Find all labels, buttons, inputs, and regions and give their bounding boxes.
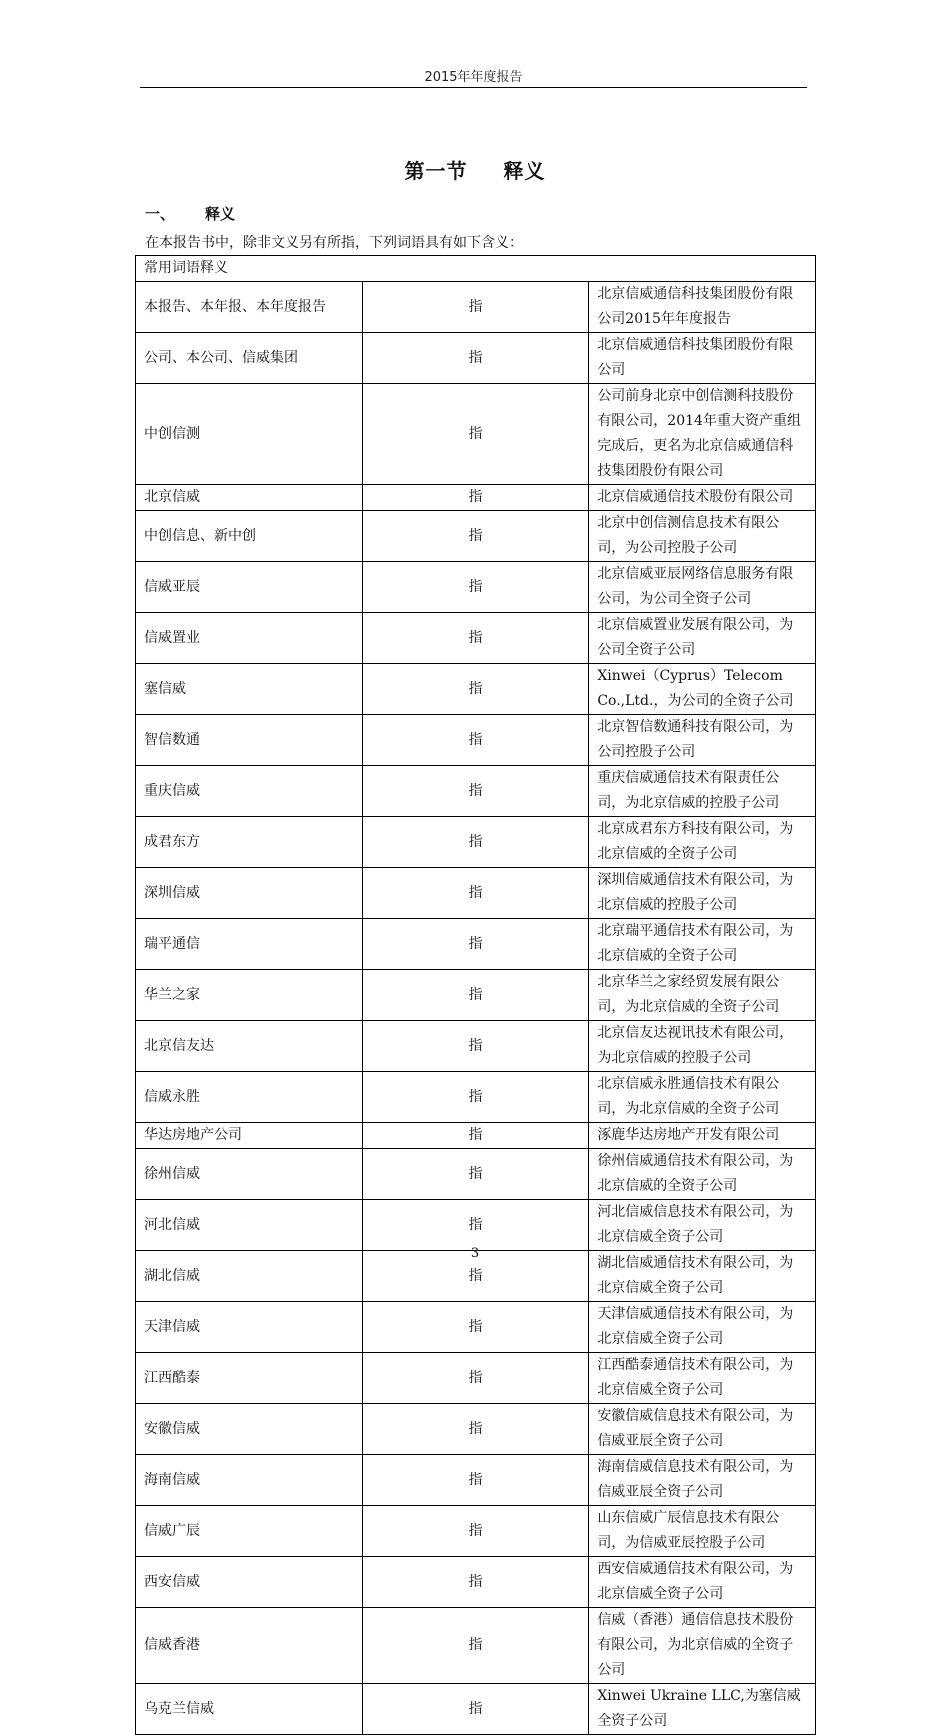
table-row: [136, 1608, 816, 1684]
header-rule: [140, 87, 807, 88]
table-row: [136, 384, 816, 485]
table-row: [136, 1557, 816, 1608]
table-row: [136, 333, 816, 384]
table-caption: 常用词语释义: [136, 256, 816, 282]
zhi-cell: 指: [362, 1021, 589, 1072]
definition-cell: 湖北信威通信技术有限公司，为北京信威全资子公司: [589, 1251, 816, 1302]
term-cell: 瑞平通信: [136, 919, 363, 970]
term-cell: 深圳信威: [136, 868, 363, 919]
term-cell: 北京信威: [136, 485, 363, 511]
table-row: [136, 1455, 816, 1506]
intro-paragraph: 在本报告书中，除非文义另有所指，下列词语具有如下含义：: [145, 235, 523, 251]
definition-cell: 重庆信威通信技术有限责任公司，为北京信威的控股子公司: [589, 766, 816, 817]
table-row: [136, 1200, 816, 1251]
table-row: [136, 715, 816, 766]
section-name: 释义: [503, 159, 546, 183]
definition-cell: 江西酷泰通信技术有限公司，为北京信威全资子公司: [589, 1353, 816, 1404]
zhi-cell: 指: [362, 1200, 589, 1251]
zhi-cell: 指: [362, 919, 589, 970]
term-cell: 中创信息、新中创: [136, 511, 363, 562]
term-cell: 成君东方: [136, 817, 363, 868]
definition-cell: 深圳信威通信技术有限公司，为北京信威的控股子公司: [589, 868, 816, 919]
section-title: [0, 155, 950, 184]
definition-cell: 北京信威永胜通信技术有限公司，为北京信威的全资子公司: [589, 1072, 816, 1123]
subsection-name: 释义: [205, 205, 236, 223]
table-row: [136, 485, 816, 511]
running-header: 2015年年度报告: [424, 70, 523, 85]
term-cell: 本报告、本年报、本年度报告: [136, 282, 363, 333]
term-cell: 北京信友达: [136, 1021, 363, 1072]
page-number: 3: [470, 1246, 480, 1261]
zhi-cell: 指: [362, 1149, 589, 1200]
table-row: [136, 1353, 816, 1404]
term-cell: 江西酷泰: [136, 1353, 363, 1404]
table-row: [136, 817, 816, 868]
zhi-cell: 指: [362, 1455, 589, 1506]
definition-cell: 北京华兰之家经贸发展有限公司，为北京信威的全资子公司: [589, 970, 816, 1021]
definition-cell: 北京信威置业发展有限公司，为公司全资子公司: [589, 613, 816, 664]
definition-cell: 北京信威通信科技集团股份有限公司: [589, 333, 816, 384]
definition-cell: 西安信威通信技术有限公司，为北京信威全资子公司: [589, 1557, 816, 1608]
table-row: [136, 613, 816, 664]
definition-cell: 北京中创信测信息技术有限公司，为公司控股子公司: [589, 511, 816, 562]
term-cell: 海南信威: [136, 1455, 363, 1506]
definition-cell: 北京信威通信技术股份有限公司: [589, 485, 816, 511]
term-cell: 华达房地产公司: [136, 1123, 363, 1149]
term-cell: 河北信威: [136, 1200, 363, 1251]
term-cell: 天津信威: [136, 1302, 363, 1353]
zhi-cell: 指: [362, 282, 589, 333]
zhi-cell: 指: [362, 1123, 589, 1149]
subsection-number: 一、: [145, 205, 176, 223]
table-row: [136, 511, 816, 562]
definition-cell: 北京成君东方科技有限公司，为北京信威的全资子公司: [589, 817, 816, 868]
zhi-cell: 指: [362, 384, 589, 485]
zhi-cell: 指: [362, 613, 589, 664]
definition-cell: 海南信威信息技术有限公司，为信威亚辰全资子公司: [589, 1455, 816, 1506]
definition-cell: 北京智信数通科技有限公司，为公司控股子公司: [589, 715, 816, 766]
zhi-cell: 指: [362, 715, 589, 766]
definition-cell: 天津信威通信技术有限公司，为北京信威全资子公司: [589, 1302, 816, 1353]
table-row: [136, 562, 816, 613]
definition-cell: 北京瑞平通信技术有限公司，为北京信威的全资子公司: [589, 919, 816, 970]
term-cell: 安徽信威: [136, 1404, 363, 1455]
definition-cell: Xinwei Ukraine LLC,为塞信威全资子公司: [589, 1684, 816, 1735]
term-cell: 中创信测: [136, 384, 363, 485]
zhi-cell: 指: [362, 511, 589, 562]
table-row: [136, 1072, 816, 1123]
term-cell: 华兰之家: [136, 970, 363, 1021]
zhi-cell: 指: [362, 766, 589, 817]
zhi-cell: 指: [362, 1302, 589, 1353]
table-row: [136, 282, 816, 333]
table-row: [136, 1149, 816, 1200]
term-cell: 湖北信威: [136, 1251, 363, 1302]
zhi-cell: 指: [362, 485, 589, 511]
table-row: [136, 766, 816, 817]
table-row: [136, 1404, 816, 1455]
zhi-cell: 指: [362, 664, 589, 715]
term-cell: 智信数通: [136, 715, 363, 766]
definition-cell: Xinwei（Cyprus）Telecom Co.,Ltd.，为公司的全资子公司: [589, 664, 816, 715]
definition-cell: 北京信友达视讯技术有限公司，为北京信威的控股子公司: [589, 1021, 816, 1072]
zhi-cell: 指: [362, 1608, 589, 1684]
zhi-cell: 指: [362, 817, 589, 868]
term-cell: 信威亚辰: [136, 562, 363, 613]
term-cell: 重庆信威: [136, 766, 363, 817]
definition-cell: 公司前身北京中创信测科技股份有限公司，2014年重大资产重组完成后，更名为北京信威通信科技集团股份有限公司: [589, 384, 816, 485]
table-row: [136, 970, 816, 1021]
term-cell: 信威永胜: [136, 1072, 363, 1123]
table-row: [136, 1123, 816, 1149]
table-row: [136, 1302, 816, 1353]
zhi-cell: 指: [362, 1072, 589, 1123]
definition-cell: 山东信威广辰信息技术有限公司，为信威亚辰控股子公司: [589, 1506, 816, 1557]
table-row: [136, 1506, 816, 1557]
term-cell: 公司、本公司、信威集团: [136, 333, 363, 384]
table-row: [136, 868, 816, 919]
term-cell: 信威置业: [136, 613, 363, 664]
zhi-cell: 指: [362, 970, 589, 1021]
term-cell: 塞信威: [136, 664, 363, 715]
zhi-cell: 指: [362, 1684, 589, 1735]
zhi-cell: 指: [362, 1353, 589, 1404]
definition-cell: 涿鹿华达房地产开发有限公司: [589, 1123, 816, 1149]
term-cell: 信威广辰: [136, 1506, 363, 1557]
definition-cell: 北京信威亚辰网络信息服务有限公司，为公司全资子公司: [589, 562, 816, 613]
term-cell: 西安信威: [136, 1557, 363, 1608]
zhi-cell: 指: [362, 333, 589, 384]
table-row: [136, 1021, 816, 1072]
table-row: [136, 919, 816, 970]
zhi-cell: 指: [362, 1557, 589, 1608]
zhi-cell: 指: [362, 1404, 589, 1455]
term-cell: 徐州信威: [136, 1149, 363, 1200]
definition-cell: 安徽信威信息技术有限公司，为信威亚辰全资子公司: [589, 1404, 816, 1455]
zhi-cell: 指: [362, 1506, 589, 1557]
term-cell: 信威香港: [136, 1608, 363, 1684]
subsection-heading: [145, 203, 235, 224]
glossary-table: [135, 255, 816, 1735]
table-caption-row: [136, 256, 816, 282]
zhi-cell: 指: [362, 868, 589, 919]
term-cell: 乌克兰信威: [136, 1684, 363, 1735]
zhi-cell: 指: [362, 1251, 589, 1302]
table-row: [136, 664, 816, 715]
definition-cell: 信威（香港）通信信息技术股份有限公司，为北京信威的全资子公司: [589, 1608, 816, 1684]
definition-cell: 河北信威信息技术有限公司，为北京信威全资子公司: [589, 1200, 816, 1251]
section-number: 第一节: [404, 159, 468, 183]
definition-cell: 北京信威通信科技集团股份有限公司2015年年度报告: [589, 282, 816, 333]
table-row: [136, 1684, 816, 1735]
zhi-cell: 指: [362, 562, 589, 613]
definition-cell: 徐州信威通信技术有限公司，为北京信威的全资子公司: [589, 1149, 816, 1200]
